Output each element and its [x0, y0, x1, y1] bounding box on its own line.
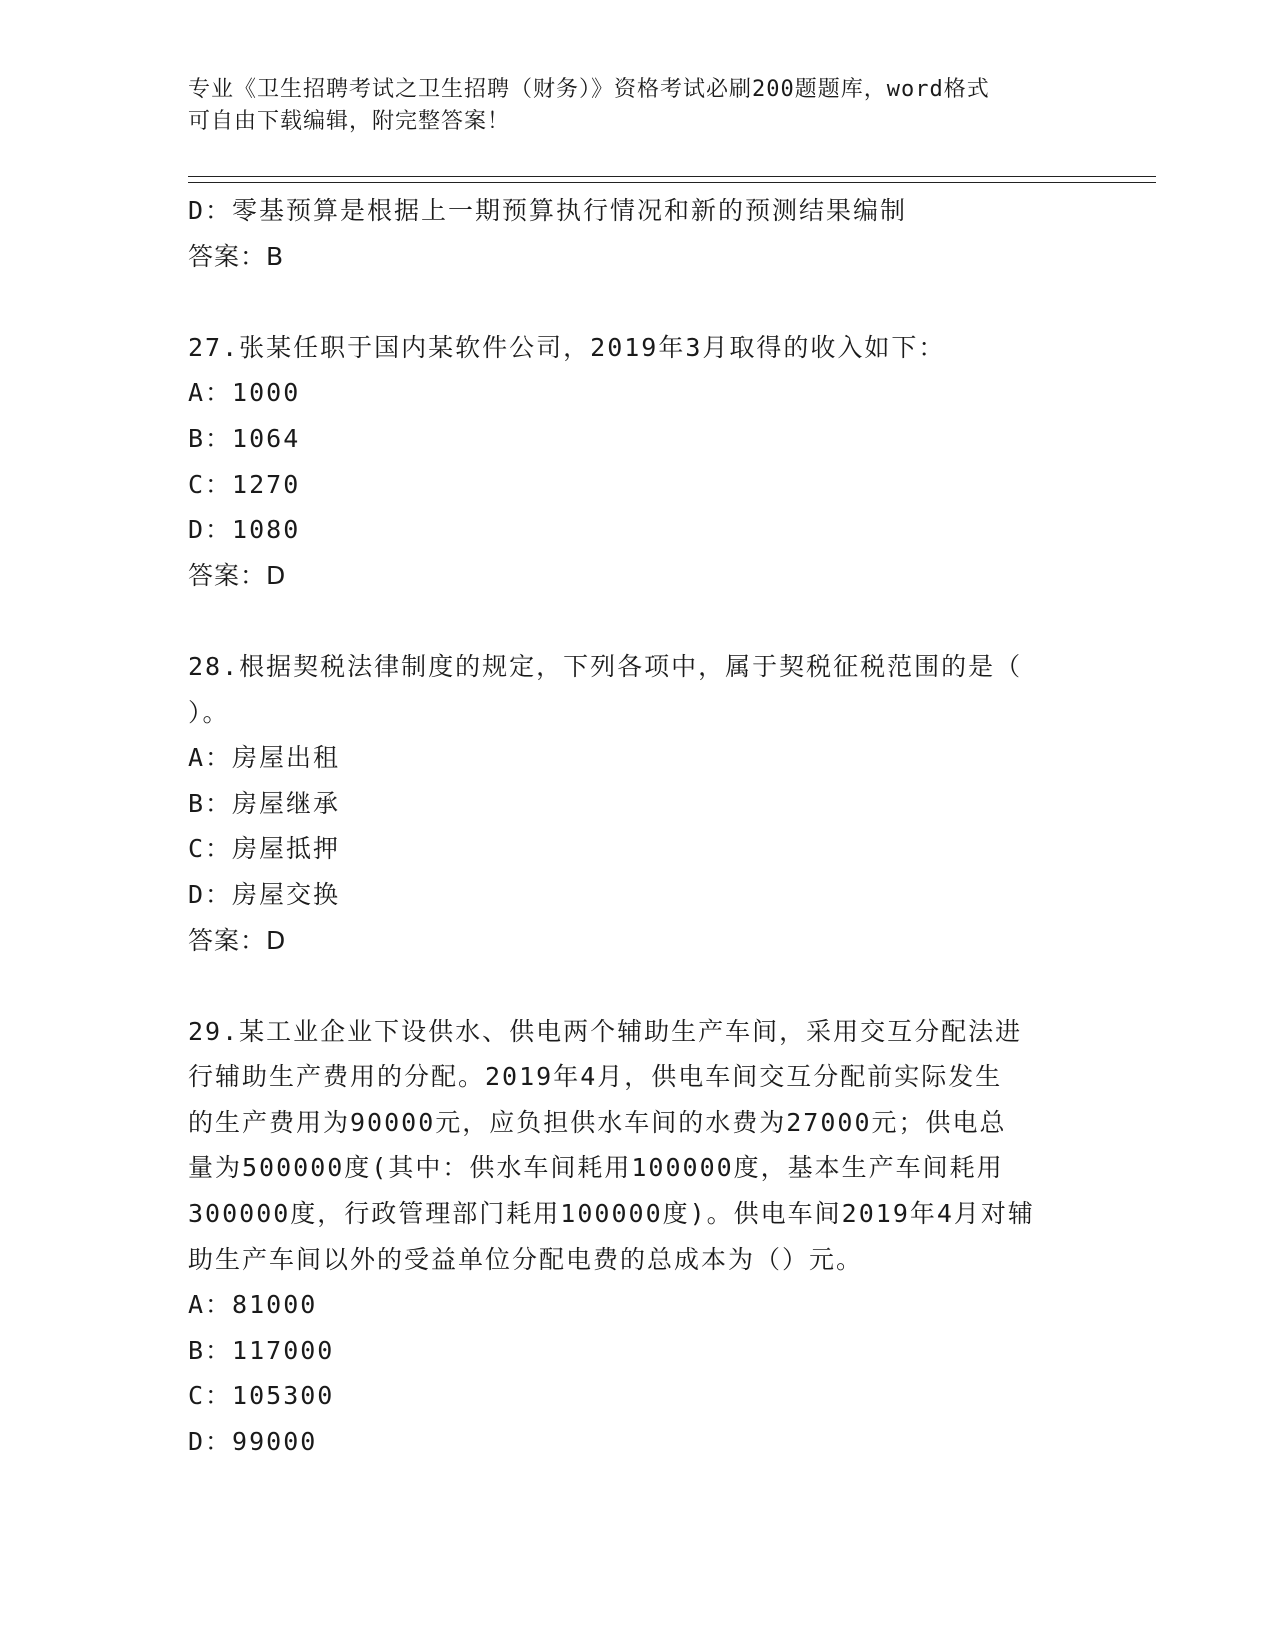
question-list — [188, 188, 1088, 1465]
question-27 — [188, 325, 1088, 599]
previous-question-tail — [188, 188, 1088, 279]
option-d: D：房屋交换 — [188, 879, 341, 909]
question-stem-continued: ）。 — [188, 697, 230, 727]
question-stem-continued: 的生产费用为90000元，应负担供水车间的水费为27000元；供电总 — [188, 1107, 1007, 1137]
answer-label: 答案：B — [188, 241, 285, 271]
option-b: B：117000 — [188, 1335, 335, 1365]
option-d: D：99000 — [188, 1427, 318, 1457]
question-stem: 29.某工业企业下设供水、供电两个辅助生产车间，采用交互分配法进 — [188, 1016, 1023, 1046]
option-c: C：105300 — [188, 1381, 335, 1411]
spacer — [188, 598, 1088, 644]
spacer — [188, 279, 1088, 325]
question-stem-continued: 量为500000度(其中：供水车间耗用100000度，基本生产车间耗用 — [188, 1153, 1004, 1183]
header-title-line-2: 可自由下载编辑，附完整答案！ — [188, 109, 511, 134]
question-stem-continued: 300000度，行政管理部门耗用100000度)。供电车间2019年4月对辅 — [188, 1199, 1035, 1229]
option-b: B：房屋继承 — [188, 788, 341, 818]
option-b: B：1064 — [188, 423, 301, 453]
question-28 — [188, 644, 1088, 963]
option-c: C：1270 — [188, 469, 301, 499]
header-divider-bottom — [188, 182, 1156, 183]
question-stem-continued: 行辅助生产费用的分配。2019年4月，供电车间交互分配前实际发生 — [188, 1062, 1003, 1092]
option-a: A：房屋出租 — [188, 743, 341, 773]
question-stem: 28.根据契税法律制度的规定，下列各项中，属于契税征税范围的是（ — [188, 651, 1023, 681]
header-divider-top — [188, 176, 1156, 177]
header-title-line-1: 专业《卫生招聘考试之卫生招聘（财务）》资格考试必刷200题题库，word格式 — [188, 77, 990, 102]
spacer — [188, 963, 1088, 1009]
answer-label: 答案：D — [188, 560, 287, 590]
option-c: C：房屋抵押 — [188, 834, 341, 864]
question-29 — [188, 1009, 1088, 1465]
question-stem: 27.张某任职于国内某软件公司，2019年3月取得的收入如下： — [188, 332, 946, 362]
option-d: D：零基预算是根据上一期预算执行情况和新的预测结果编制 — [188, 196, 908, 225]
option-a: A：1000 — [188, 378, 301, 408]
option-d: D：1080 — [188, 515, 301, 545]
option-a: A：81000 — [188, 1290, 318, 1320]
document-header — [188, 74, 1088, 138]
answer-label: 答案：D — [188, 925, 287, 955]
question-stem-continued: 助生产车间以外的受益单位分配电费的总成本为（）元。 — [188, 1244, 864, 1274]
